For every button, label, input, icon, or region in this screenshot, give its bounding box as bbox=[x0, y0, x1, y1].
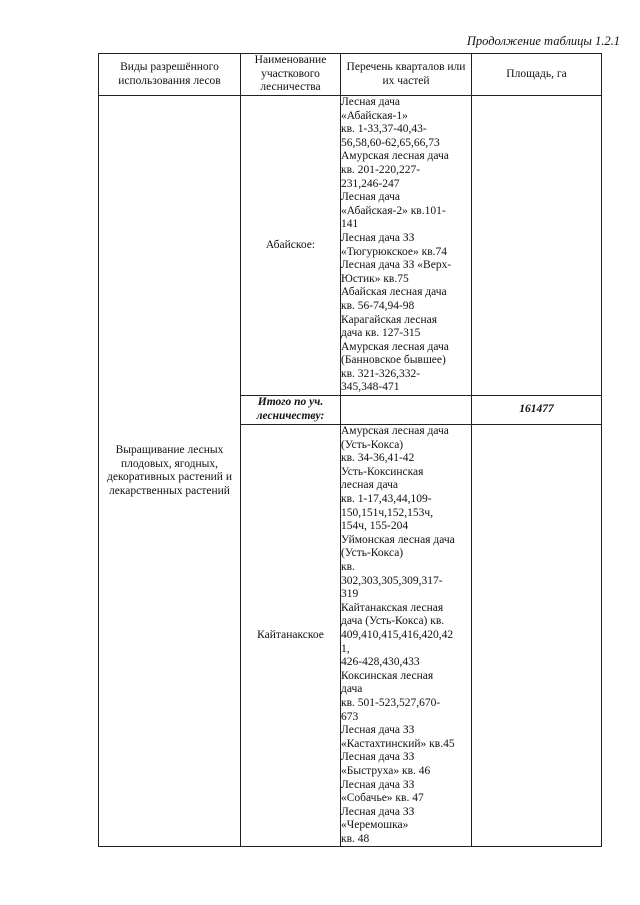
quarter-line: кв. 34-36,41-42 bbox=[341, 452, 415, 465]
quarter-line: 231,246-247 bbox=[341, 177, 400, 190]
quarter-line: «Собачье» кв. 47 bbox=[341, 792, 424, 805]
quarter-line: кв. 1-17,43,44,109- bbox=[341, 493, 432, 506]
quarter-line: кв. 56-74,94-98 bbox=[341, 299, 415, 312]
district-kaitanak: Кайтанакское bbox=[241, 425, 341, 847]
quarter-line: 345,348-471 bbox=[341, 381, 400, 394]
quarter-line: Лесная дача bbox=[341, 191, 401, 204]
quarter-line: Коксинская лесная bbox=[341, 669, 434, 682]
area-kaitanak bbox=[472, 425, 602, 847]
quarter-line: лесная дача bbox=[341, 479, 399, 492]
quarter-line: дача кв. 127-315 bbox=[341, 327, 421, 340]
area-abai bbox=[472, 96, 602, 396]
quarter-line: Амурская лесная дача bbox=[341, 150, 449, 163]
quarter-line: кв. bbox=[341, 561, 355, 573]
quarter-line: 154ч, 155-204 bbox=[341, 520, 409, 533]
quarter-line: «Черемошка» bbox=[341, 819, 409, 832]
quarter-line: кв. 501-523,527,670- bbox=[341, 696, 441, 709]
quarter-line: 141 bbox=[341, 218, 359, 231]
quarter-line: дача bbox=[341, 683, 363, 696]
quarter-line: 409,410,415,416,420,42 bbox=[341, 628, 454, 641]
quarter-line: кв. 1-33,37-40,43- bbox=[341, 123, 427, 136]
quarter-line: Амурская лесная дача bbox=[341, 425, 449, 438]
quarter-line: кв. 201-220,227- bbox=[341, 163, 421, 176]
quarter-line: «Кастахтинский» кв.45 bbox=[341, 737, 455, 750]
quarter-line: «Тюгурюкское» кв.74 bbox=[341, 245, 448, 258]
quarter-line: 302,303,305,309,317- bbox=[341, 574, 443, 587]
table-continuation-caption: Продолжение таблицы 1.2.1 bbox=[466, 34, 620, 48]
total-area: 161477 bbox=[472, 396, 602, 425]
quarter-line: Лесная дача ЗЗ bbox=[341, 724, 415, 737]
quarter-line: 150,151ч,152,153ч, bbox=[341, 506, 434, 519]
quarter-line: кв. 321-326,332- bbox=[341, 367, 421, 380]
total-label: Итого по уч. лесничеству: bbox=[241, 396, 341, 425]
header-kind: Виды разрешённого использования лесов bbox=[99, 54, 241, 96]
header-district: Наименование участкового лесничества bbox=[241, 54, 341, 96]
quarter-line: Карагайская лесная bbox=[341, 313, 438, 326]
table-row-abai bbox=[99, 96, 602, 396]
quarter-line: Юстик» кв.75 bbox=[341, 272, 409, 285]
quarter-line: Лесная дача ЗЗ bbox=[341, 805, 415, 818]
quarter-line: 673 bbox=[341, 710, 359, 723]
quarter-line: Абайская лесная дача bbox=[341, 286, 447, 299]
header-row bbox=[99, 54, 602, 96]
forest-use-kind: Выращивание лесных плодовых, ягодных, декоративных растений и лекарственных растений bbox=[99, 96, 241, 847]
header-area: Площадь, га bbox=[472, 54, 602, 96]
quarter-line: Уймонская лесная дача bbox=[341, 533, 455, 546]
quarter-line: «Абайская-1» bbox=[341, 109, 408, 122]
quarters-list-abai bbox=[341, 96, 472, 396]
quarter-line: Амурская лесная дача bbox=[341, 340, 449, 353]
quarter-line: (Усть-Кокса) bbox=[341, 438, 404, 451]
quarter-line: Усть-Коксинская bbox=[341, 465, 424, 478]
total-quarters-empty bbox=[341, 396, 472, 425]
quarter-line: дача (Усть-Кокса) кв. bbox=[341, 615, 445, 628]
header-quarters: Перечень кварталов или их частей bbox=[341, 54, 472, 96]
quarter-line: Лесная дача ЗЗ bbox=[341, 751, 415, 764]
quarter-line: 1, bbox=[341, 642, 350, 655]
quarter-line: (Банновское бывшее) bbox=[341, 354, 446, 367]
quarter-line: Лесная дача ЗЗ «Верх- bbox=[341, 259, 452, 272]
quarter-line: Лесная дача ЗЗ bbox=[341, 778, 415, 791]
quarters-list-kaitanak bbox=[341, 425, 472, 847]
quarter-line: кв. 48 bbox=[341, 832, 370, 845]
forest-use-table bbox=[98, 53, 602, 847]
quarter-line: Лесная дача ЗЗ bbox=[341, 231, 415, 244]
quarter-line: Лесная дача bbox=[341, 96, 401, 108]
quarter-line: (Усть-Кокса) bbox=[341, 547, 404, 560]
district-abai: Абайское: bbox=[241, 96, 341, 396]
quarter-line: «Абайская-2» кв.101- bbox=[341, 204, 446, 217]
quarter-line: 56,58,60-62,65,66,73 bbox=[341, 136, 440, 149]
quarter-line: 319 bbox=[341, 588, 359, 601]
quarter-line: 426-428,430,433 bbox=[341, 656, 420, 669]
quarter-line: Кайтанакская лесная bbox=[341, 601, 444, 614]
quarter-line: «Быструха» кв. 46 bbox=[341, 764, 431, 777]
